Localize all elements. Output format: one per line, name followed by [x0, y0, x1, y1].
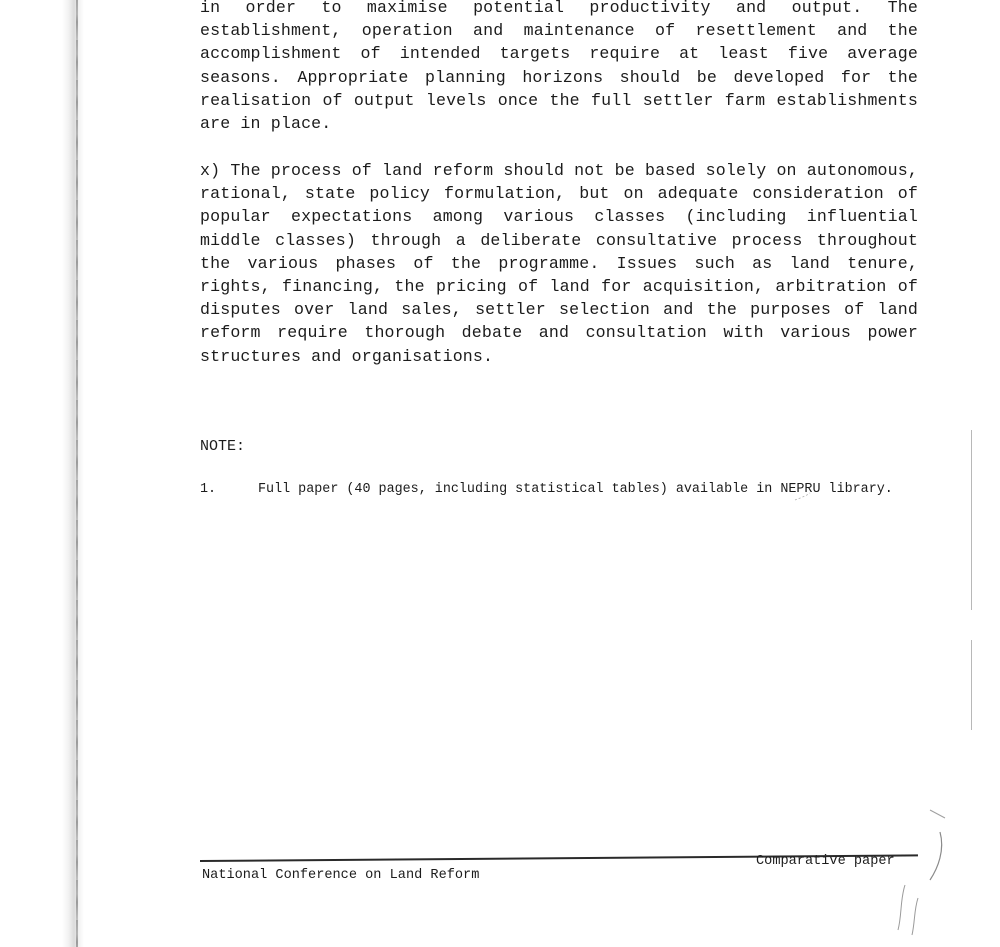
pen-mark [930, 810, 945, 818]
note-item-number: 1. [200, 482, 217, 497]
body-paragraph-continued: in order to maximise potential productivity and output. The establishment, operation and maintenance of resettlement and the accomplishment of intended targets require at least five average seasons. Appropriate planning horizons should be developed for the realisation of output levels once the full settler farm establishments are in place. [200, 0, 918, 134]
note-heading: NOTE: [200, 438, 246, 455]
scan-binding-edge [76, 0, 78, 947]
scan-right-edge-mark [971, 640, 972, 730]
body-paragraph-x: x) The process of land reform should not be based solely on autonomous, rational, state policy formulation, but on adequate consideration of popular expectations among various classes (including influential middle classes) through a deliberate consultative process throughout the various phases of the programme. Issues such as land tenure, rights, financing, the pricing of land for acquisition, arbitration of disputes over land sales, settler selection and the purposes of land reform require thorough debate and consultation with various power structures and organisations. [200, 161, 918, 366]
pen-mark [912, 898, 918, 935]
scan-binding-shadow [62, 0, 84, 947]
footer-conference-title: National Conference on Land Reform [202, 868, 480, 883]
pen-mark [930, 832, 942, 880]
note-item-text: Full paper (40 pages, including statistical tables) available in NEPRU library. [258, 482, 893, 497]
pen-mark [898, 885, 905, 930]
scan-right-edge-mark [971, 430, 972, 610]
footer-paper-type: Comparative paper [756, 854, 895, 869]
note-item [200, 480, 920, 499]
